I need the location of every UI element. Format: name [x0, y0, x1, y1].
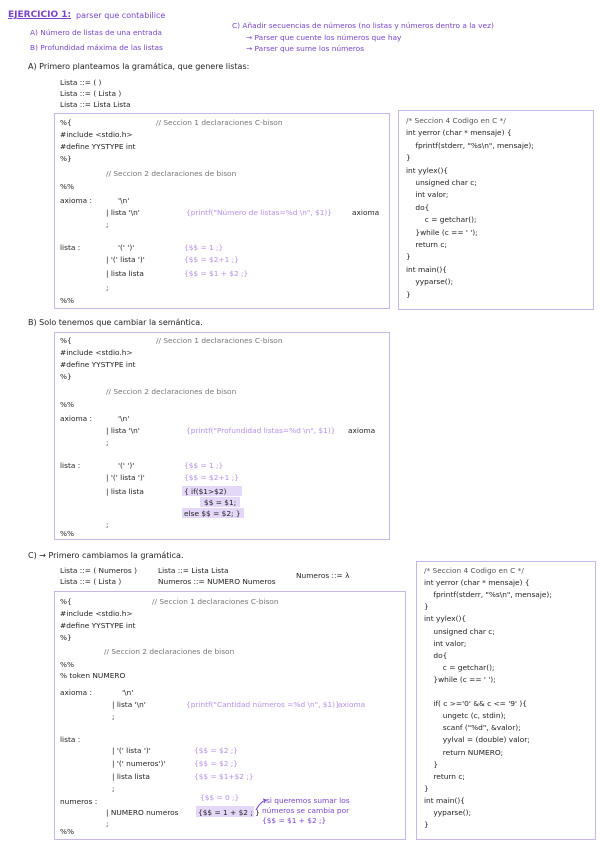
bison-a-lista-a1: {$$ = 1 ;} [184, 243, 224, 252]
bison-c-lista-a2: {$$ = $2 ;} [194, 759, 238, 768]
code-line: int valor; [406, 190, 449, 200]
item-c: C) Añadir secuencias de números (no listas y números dentro a la vez) [232, 21, 494, 30]
exercise-title: EJERCICIO 1: [8, 10, 72, 20]
bison-a-define: #define YYSTYPE int [60, 142, 136, 151]
code-line: int yerror (char * mensaje) { [424, 578, 530, 588]
bison-a-comment-1: // Seccion 1 declaraciones C-bison [156, 118, 283, 127]
bison-b-lista-a3-if: { if($1>$2) [184, 487, 227, 496]
bison-a-sep-1: %% [60, 182, 75, 191]
bison-c-numeros-a0: {$$ = 0 ;} [200, 793, 240, 802]
bison-a-sep-2: %% [60, 296, 75, 305]
code-line: } [406, 153, 411, 163]
grammar-c-3: Lista ::= Lista Lista [158, 566, 229, 575]
code-line: do{ [406, 202, 430, 212]
grammar-a-3: Lista ::= Lista Lista [60, 100, 131, 109]
bison-a-close: %} [60, 154, 72, 163]
bison-b-lista-r2: | '(' lista ')' [106, 473, 145, 482]
code-line: /* Seccion 4 Codigo en C */ [424, 566, 524, 575]
bison-c-semi-2: ; [112, 784, 115, 793]
bison-a-lista-r3: | lista lista [106, 269, 144, 278]
bison-b-lista-r3: | lista lista [106, 487, 144, 496]
bison-b-lista-a3-then: $$ = $1; [204, 498, 237, 507]
grammar-c-2: Lista ::= ( Lista ) [60, 577, 122, 586]
code-line: yyparse(); [424, 808, 472, 817]
bison-b-lista-r1: '(' ')' [118, 461, 135, 470]
note-line-3: {$$ = $1 + $2 ;} [262, 816, 327, 825]
bison-c-define: #define YYSTYPE int [60, 621, 136, 630]
bison-b-axioma-tail: axioma [348, 426, 376, 435]
exercise-subtitle: parser que contabilice [76, 11, 166, 20]
code-line: int valor; [424, 638, 467, 648]
bison-c-comment-2: // Seccion 2 declaraciones de bison [104, 647, 235, 656]
grammar-c-1: Lista ::= ( Numeros ) [60, 566, 137, 575]
bison-b-comment-1: // Seccion 1 declaraciones C-bison [156, 336, 283, 345]
code-line: c = getchar(); [424, 662, 495, 672]
bison-a-axioma-head: axioma : [60, 196, 93, 205]
code-line: ungetc (c, stdin); [424, 711, 506, 721]
item-c-arrow-1: → Parser que cuente los números que hay [246, 33, 402, 42]
code-line: fprintf(stderr, "%s\n", mensaje); [424, 590, 552, 600]
bison-b-axioma-action: {printf("Profundidad listas=%d \n", $1)} [186, 426, 336, 435]
code-line: return c; [424, 771, 465, 781]
bison-c-lista-r3: | lista lista [112, 772, 150, 781]
bison-a-lista-r1: '(' ')' [118, 243, 135, 252]
code-line: int yerror (char * mensaje) { [406, 128, 512, 138]
bison-b-semi-1: ; [106, 438, 109, 447]
bison-a-axioma-r1: '\n' [118, 196, 130, 205]
bison-b-lista-head: lista : [60, 461, 81, 470]
code-line: return c; [406, 240, 447, 249]
bison-b-lista-a2: {$$ = $2+1 ;} [184, 473, 239, 482]
code-line: } [424, 602, 429, 612]
code-line: int yylex(){ [406, 165, 449, 175]
bison-c-comment-1: // Seccion 1 declaraciones C-bison [152, 597, 279, 606]
bison-c-lista-r2: | '(' numeros')' [112, 759, 166, 768]
bison-c-numeros-a1: {$$ = 1 + $2 ; } [198, 808, 260, 817]
bison-a-semi-1: ; [106, 220, 109, 229]
bison-b-close: %} [60, 372, 72, 381]
code-line: fprintf(stderr, "%s\n", mensaje); [406, 140, 534, 150]
bison-c-lista-a1: {$$ = $2 ;} [194, 746, 238, 755]
code-line: scanf ("%d", &valor); [424, 723, 521, 733]
section-b-heading: B) Solo tenemos que cambiar la semántica. [28, 318, 203, 327]
bison-b-axioma-head: axioma : [60, 414, 93, 423]
bison-b-semi-2: ; [106, 520, 109, 529]
item-a: A) Número de listas de una entrada [30, 28, 162, 37]
bison-c-open: %{ [60, 597, 72, 606]
code-line: int main(){ [424, 795, 465, 805]
grammar-a-2: Lista ::= ( Lista ) [60, 89, 122, 98]
item-c-arrow-2: → Parser que sume los números [246, 44, 365, 53]
bison-a-axioma-r2: | lista '\n' [106, 208, 140, 217]
code-line: /* Seccion 4 Codigo en C */ [406, 116, 506, 125]
grammar-a-1: Lista ::= ( ) [60, 78, 102, 87]
bison-c-semi-1: ; [112, 712, 115, 721]
bison-b-sep-2: %% [60, 529, 75, 538]
bison-a-axioma-tail: axioma [352, 208, 380, 217]
bison-c-axioma-tail: axioma [338, 700, 366, 709]
bison-b-define: #define YYSTYPE int [60, 360, 136, 369]
grammar-c-5: Numeros ::= λ [296, 571, 350, 580]
bison-a-axioma-action: {printf("Número de listas=%d \n", $1)} [186, 208, 332, 217]
bison-a-lista-head: lista : [60, 243, 81, 252]
code-line: } [406, 289, 411, 299]
bison-c-sep-2: %% [60, 827, 75, 836]
bison-b-open: %{ [60, 336, 72, 345]
code-line: } [424, 820, 429, 830]
code-line: unsigned char c; [406, 178, 477, 187]
bison-b-lista-a1: {$$ = 1 ;} [184, 461, 224, 470]
code-line: unsigned char c; [424, 626, 495, 636]
bison-c-semi-3: ; [106, 819, 109, 828]
code-line: return NUMERO; [424, 747, 504, 757]
bison-a-comment-2: // Seccion 2 declaraciones de bison [106, 169, 237, 178]
bison-c-axioma-head: axioma : [60, 688, 93, 697]
code-line: c = getchar(); [406, 215, 477, 225]
bison-c-axioma-action: {printf("Cantidad números =%d \n", $1)} [186, 700, 340, 709]
code-line: } [424, 783, 429, 793]
grammar-c-4: Numeros ::= NUMERO Numeros [158, 577, 276, 586]
bison-c-numeros-r1: | NUMERO numeros [106, 808, 179, 817]
code-line: } [424, 759, 439, 769]
code-line: do{ [424, 650, 448, 660]
bison-c-lista-head: lista : [60, 735, 81, 744]
bison-b-sep-1: %% [60, 400, 75, 409]
bison-a-open: %{ [60, 118, 72, 127]
bison-b-comment-2: // Seccion 2 declaraciones de bison [106, 387, 237, 396]
bison-a-lista-r2: | '(' lista ')' [106, 255, 145, 264]
bison-b-axioma-r2: | lista '\n' [106, 426, 140, 435]
bison-c-axioma-r2: | lista '\n' [112, 700, 146, 709]
code-line: }while (c == ' '); [424, 674, 496, 684]
bison-c-axioma-r1: '\n' [122, 688, 134, 697]
code-line: int main(){ [406, 264, 447, 274]
bison-b-include: #include <stdio.h> [60, 348, 133, 357]
item-b: B) Profundidad máxima de las listas [30, 43, 163, 52]
code-line: yyparse(); [406, 277, 454, 287]
bison-c-lista-r1: | '(' lista ')' [112, 746, 151, 755]
section-c-heading: C) → Primero cambiamos la gramática. [28, 551, 184, 560]
bison-c-lista-a3: {$$ = $1+$2 ;} [194, 772, 254, 781]
bison-b-lista-a3-else: else $$ = $2; } [184, 509, 241, 518]
code-line: }while (c == ' '); [406, 227, 478, 237]
bison-c-token: % token NUMERO [60, 671, 126, 680]
code-line: int yylex(){ [424, 614, 467, 624]
section-a-heading: A) Primero planteamos la gramática, que genere listas: [28, 62, 250, 71]
bison-a-lista-a2: {$$ = $2+1 ;} [184, 255, 239, 264]
code-line: yylval = (double) valor; [424, 735, 530, 745]
code-line: if( c >='0' && c <= '9' ){ [424, 699, 527, 709]
bison-a-semi-2: ; [106, 283, 109, 292]
bison-c-close: %} [60, 633, 72, 642]
note-line-2: números se cambia por [262, 806, 350, 815]
note-line-1: si queremos sumar los [266, 796, 350, 805]
bison-a-lista-a3: {$$ = $1 + $2 ;} [184, 269, 249, 278]
bison-c-numeros-head: numeros : [60, 797, 98, 806]
bison-c-include: #include <stdio.h> [60, 609, 133, 618]
code-line: } [406, 252, 411, 262]
bison-c-sep-1: %% [60, 660, 75, 669]
bison-a-include: #include <stdio.h> [60, 130, 133, 139]
bison-b-axioma-r1: '\n' [118, 414, 130, 423]
